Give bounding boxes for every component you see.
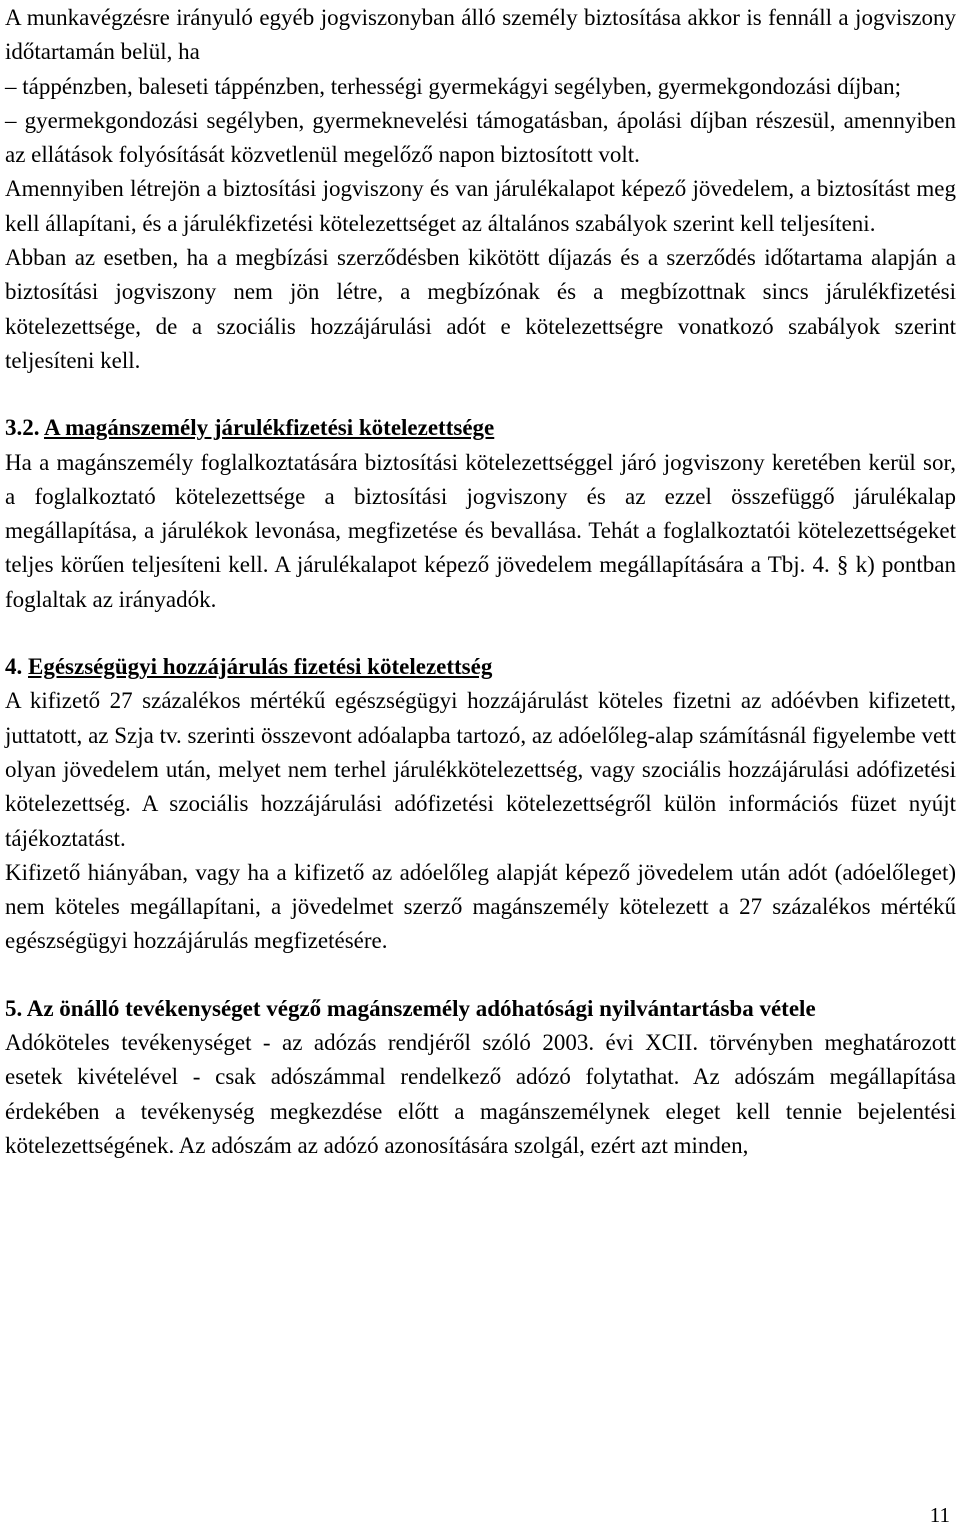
section-3-2-heading xyxy=(5,411,956,445)
section-title: A magánszemély járulékfizetési kötelezettsége xyxy=(43,415,495,441)
dash-list-item-2: – gyermekgondozási segélyben, gyermeknevelési támogatásban, ápolási díjban részesül, amennyiben az ellátások folyósítását közvetlenül megelőző napon biztosított volt. xyxy=(5,107,956,168)
intro-paragraph: A munkavégzésre irányuló egyéb jogviszonyban álló személy biztosítása akkor is fennáll a jogviszony időtartamán belül, ha xyxy=(5,5,956,65)
paragraph-megbizasi: Abban az esetben, ha a megbízási szerződésben kikötött díjazás és a szerződés időtartama alapján a biztosítási jogviszony nem jön létre, a megbízónak és a megbízottnak sincs járulékfizetési kötelezettsége, de a szociális hozzájárulási adót e kötelezettségre vonatkozó szabályok szerint teljesíteni kell. xyxy=(5,245,956,373)
dash-list-item-1: – táppénzben, baleseti táppénzben, terhességi gyermekágyi segélyben, gyermekgondozási díjban; xyxy=(5,73,902,99)
section-number: 4. xyxy=(5,654,23,680)
section-number: 5. xyxy=(5,995,23,1021)
section-5-body: Adóköteles tevékenységet - az adózás rendjéről szóló 2003. évi XCII. törvényben meghatározott esetek kivételével - csak adószámmal rendelkező adózó folytathat. Az adószám megállapítása érdekében a tevékenység megkezdése előtt a magánszemélynek eleget kell tennie bejelentési kötelezettségének. Az adószám az adózó azonosítására szolgál, ezért azt minden, xyxy=(5,1030,956,1158)
section-4-body-2: Kifizető hiányában, vagy ha a kifizető az adóelőleg alapját képező jövedelem után adót (adóelőleget) nem köteles megállapítani, a jövedelmet szerző magánszemély kötelezett a 27 százalékos mértékű egészségügyi hozzájárulás megfizetésére. xyxy=(5,859,956,954)
section-4-body-1: A kifizető 27 százalékos mértékű egészségügyi hozzájárulást köteles fizetni az adóévben kifizetett, juttatott, az Szja tv. szerinti összevont adóalapba tartozó, az adóelőleg-alap számításnál figyelembe vett olyan jövedelem után, melyet nem terhel járulékkötelezettség, vagy szociális hozzájárulási adófizetési kötelezettség. A szociális hozzájárulási adófizetési kötelezettségről külön információs füzet nyújt tájékoztatást. xyxy=(5,688,956,851)
paragraph-biztositas: Amennyiben létrejön a biztosítási jogviszony és van járulékalapot képező jövedelem, a biztosítást meg kell állapítani, és a járulékfizetési kötelezettséget az általános szabályok szerint kell teljesíteni. xyxy=(5,176,956,236)
section-number: 3.2. xyxy=(5,415,40,441)
document-page xyxy=(5,0,956,1163)
section-3-2-body: Ha a magánszemély foglalkoztatására biztosítási kötelezettséggel járó jogviszony keretében kerül sor, a foglalkoztató kötelezettsége a biztosítási jogviszony és az ezzel összefüggő járulékalap megállapítása, a járulékok levonása, megfizetése és bevallása. Tehát a foglalkoztatói kötelezettségeket teljes körűen teljesíteni kell. A járulékalapot képező jövedelem megállapítására a Tbj. 4. § k) pontban foglaltak az irányadók. xyxy=(5,449,956,612)
section-4-heading xyxy=(5,650,956,684)
page-number: 11 xyxy=(929,1503,950,1527)
spacer xyxy=(5,378,956,411)
section-title: Az önálló tevékenységet végző magánszemély adóhatósági nyilvántartásba vétele xyxy=(26,995,816,1021)
spacer xyxy=(5,617,956,650)
spacer xyxy=(5,959,956,992)
section-title: Egészségügyi hozzájárulás fizetési kötelezettség xyxy=(28,654,493,680)
section-5-heading xyxy=(5,992,956,1026)
